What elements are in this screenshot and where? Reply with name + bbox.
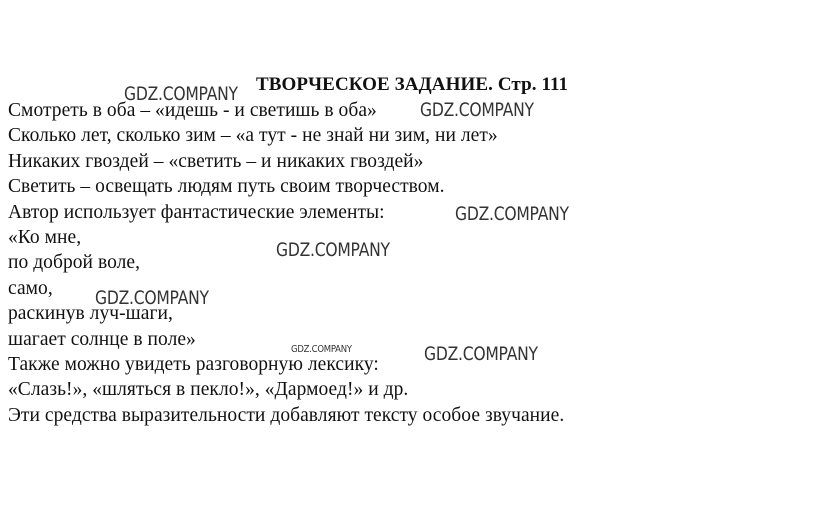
text-line: Никаких гвоздей – «светить – и никаких гвоздей» (8, 150, 424, 172)
text-line: «Слазь!», «шляться в пекло!», «Дармоед!» и др. (8, 379, 409, 401)
text-line: раскинув луч-шаги, (8, 303, 173, 325)
text-line: Эти средства выразительности добавляют тексту особое звучание. (8, 404, 565, 426)
page-title: ТВОРЧЕСКОЕ ЗАДАНИЕ. Стр. 111 (256, 74, 569, 95)
watermark: GDZ.COMPANY (124, 83, 238, 105)
watermark: GDZ.COMPANY (95, 287, 209, 309)
text-line: по доброй воле, (8, 252, 141, 274)
watermark: GDZ.COMPANY (276, 239, 390, 261)
answer-text (8, 98, 564, 428)
watermark: GDZ.COMPANY (424, 343, 538, 365)
watermark: GDZ.COMPANY (291, 344, 352, 355)
text-line: Сколько лет, сколько зим – «а тут - не знай ни зим, ни лет» (8, 125, 498, 147)
text-line: шагает солнце в поле» (8, 328, 196, 350)
text-line: Автор использует фантастические элементы: (8, 201, 385, 223)
watermark: GDZ.COMPANY (455, 203, 569, 225)
text-line: Смотреть в оба – «идешь - и светишь в оба» (8, 100, 377, 121)
text-line: «Ко мне, (8, 226, 82, 248)
text-line: Также можно увидеть разговорную лексику: (8, 353, 379, 375)
watermark: GDZ.COMPANY (420, 99, 534, 121)
text-line: Светить – освещать людям путь своим творчеством. (8, 176, 445, 198)
text-line: само, (8, 277, 53, 299)
